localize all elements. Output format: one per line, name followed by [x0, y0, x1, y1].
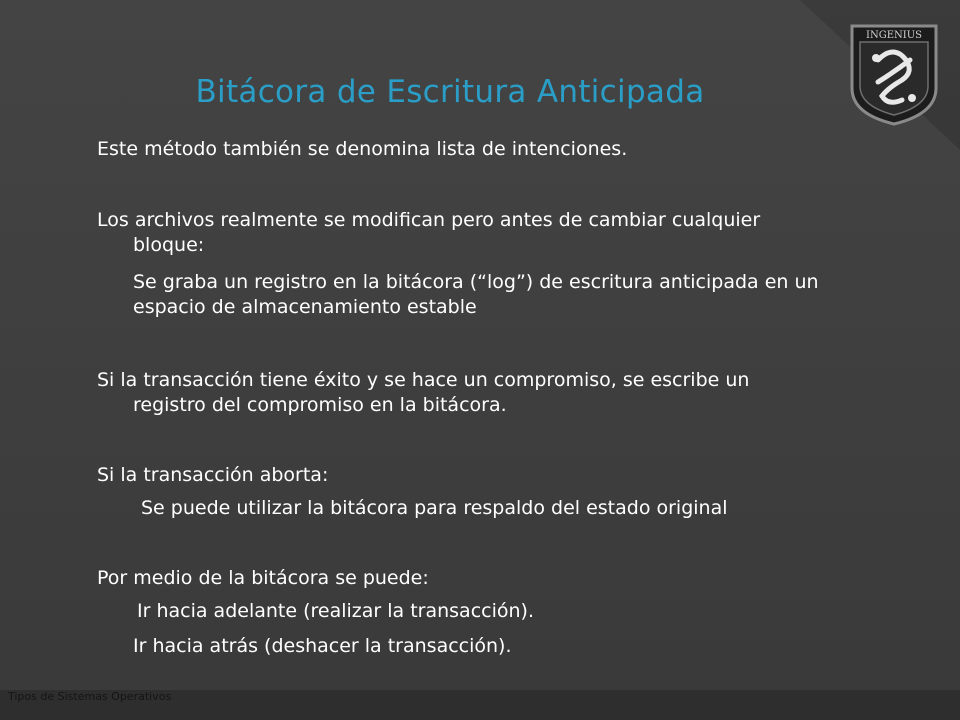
body-line-10: Por medio de la bitácora se puede: — [97, 567, 429, 589]
body-line-9: Se puede utilizar la bitácora para respaldo del estado original — [141, 497, 728, 519]
body-line-12: Ir hacia atrás (deshacer la transacción). — [133, 635, 512, 657]
body-line-7: registro del compromiso en la bitácora. — [133, 394, 507, 416]
body-line-11: Ir hacia adelante (realizar la transacción). — [137, 600, 534, 622]
footer-label: Tipos de Sistemas Operativos — [8, 690, 172, 703]
body-line-6: Si la transacción tiene éxito y se hace un compromiso, se escribe un — [97, 369, 750, 391]
body-line-3: bloque: — [133, 234, 205, 256]
body-line-4: Se graba un registro en la bitácora (“log”) de escritura anticipada en un — [133, 271, 819, 293]
slide-title: Bitácora de Escritura Anticipada — [195, 74, 705, 110]
seal-text: INGENIUS — [866, 30, 922, 41]
body-line-8: Si la transacción aborta: — [97, 464, 329, 486]
body-line-1: Este método también se denomina lista de intenciones. — [97, 138, 628, 160]
body-line-2: Los archivos realmente se modifican pero antes de cambiar cualquier — [97, 209, 761, 231]
body-line-5: espacio de almacenamiento estable — [133, 296, 477, 318]
